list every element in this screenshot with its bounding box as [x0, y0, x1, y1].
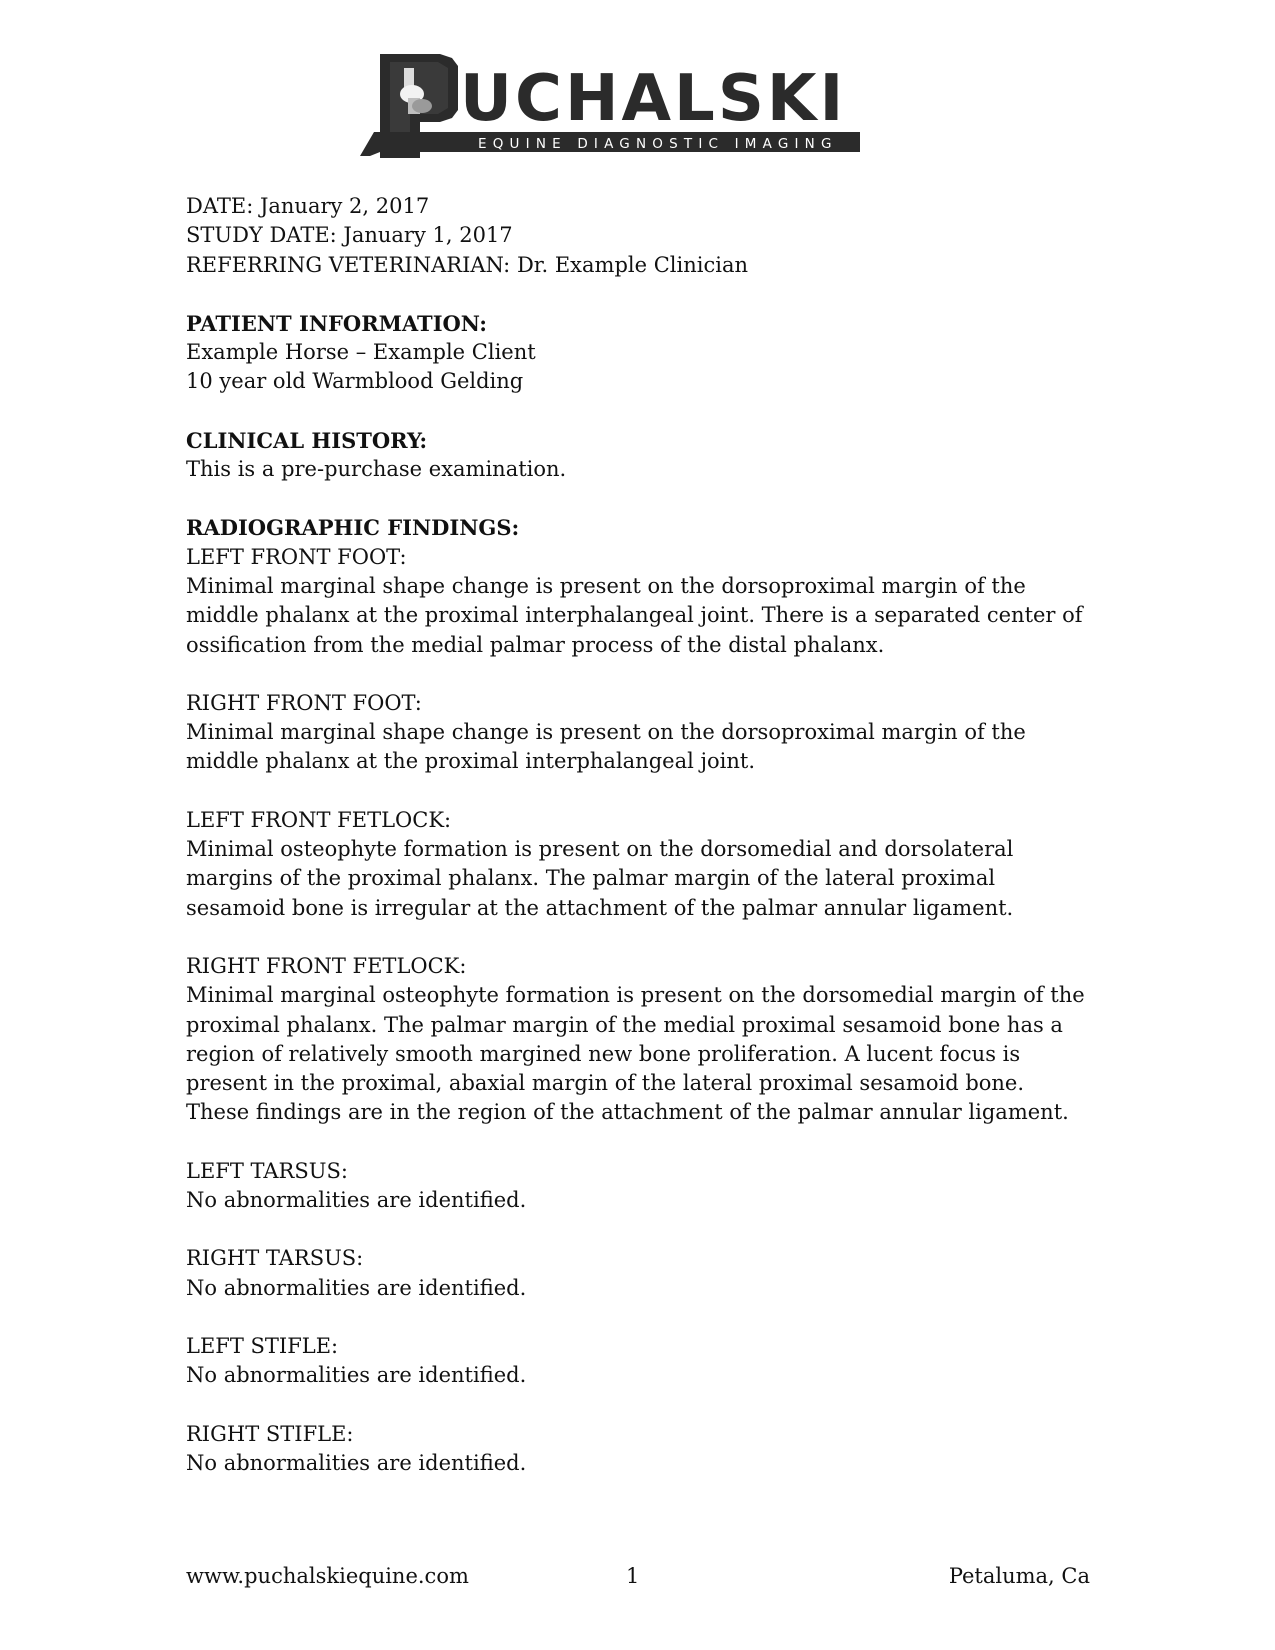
finding-title: RIGHT FRONT FETLOCK: [186, 953, 467, 978]
patient-line-1: Example Horse – Example Client [186, 340, 536, 365]
referring-vet-line: REFERRING VETERINARIAN: Dr. Example Clinician [186, 252, 748, 277]
finding-title: RIGHT TARSUS: [186, 1246, 364, 1271]
finding-line: No abnormalities are identified. [186, 1363, 527, 1388]
radiographic-findings-heading: RADIOGRAPHIC FINDINGS: [186, 515, 520, 541]
finding-line: sesamoid bone is irregular at the attachment of the palmar annular ligament. [186, 895, 1014, 920]
finding-line: margins of the proximal phalanx. The palmar margin of the lateral proximal [186, 866, 996, 891]
clinical-history-text: This is a pre-purchase examination. [186, 457, 567, 482]
finding-right-stifle [186, 1420, 1106, 1479]
study-date-line: STUDY DATE: January 1, 2017 [186, 223, 513, 248]
company-logo [360, 48, 900, 166]
finding-left-tarsus [186, 1157, 1106, 1216]
finding-title: RIGHT STIFLE: [186, 1421, 354, 1446]
finding-line: proximal phalanx. The palmar margin of the medial proximal sesamoid bone has a [186, 1012, 1063, 1037]
logo-tagline-text: EQUINE DIAGNOSTIC IMAGING [478, 136, 838, 152]
finding-line: Minimal osteophyte formation is present on the dorsomedial and dorsolateral [186, 837, 1014, 862]
finding-line: middle phalanx at the proximal interphalangeal joint. [186, 749, 755, 774]
finding-right-front-fetlock [186, 952, 1106, 1128]
patient-info-heading: PATIENT INFORMATION: [186, 310, 488, 336]
finding-right-tarsus [186, 1244, 1106, 1303]
finding-right-front-foot [186, 689, 1106, 777]
finding-title: LEFT TARSUS: [186, 1158, 348, 1183]
finding-line: Minimal marginal shape change is present on the dorsoproximal margin of the [186, 573, 1026, 598]
footer-location: Petaluma, Ca [948, 1564, 1090, 1588]
finding-left-front-foot [186, 543, 1106, 660]
clinical-history-heading: CLINICAL HISTORY: [186, 427, 428, 453]
finding-left-stifle [186, 1332, 1106, 1391]
date-line: DATE: January 2, 2017 [186, 194, 430, 218]
finding-left-front-fetlock [186, 806, 1106, 923]
finding-line: No abnormalities are identified. [186, 1275, 527, 1300]
finding-line: ossification from the medial palmar process of the distal phalanx. [186, 632, 885, 657]
finding-line: These findings are in the region of the attachment of the palmar annular ligament. [186, 1100, 1069, 1125]
patient-line-2: 10 year old Warmblood Gelding [186, 369, 524, 394]
finding-line: Minimal marginal osteophyte formation is present on the dorsomedial margin of the [186, 983, 1085, 1008]
finding-title: RIGHT FRONT FOOT: [186, 690, 422, 715]
footer-website-link[interactable]: www.puchalskiequine.com [186, 1564, 469, 1588]
finding-title: LEFT FRONT FETLOCK: [186, 807, 452, 832]
finding-line: No abnormalities are identified. [186, 1450, 527, 1475]
finding-line: Minimal marginal shape change is present on the dorsoproximal margin of the [186, 720, 1026, 745]
finding-line: No abnormalities are identified. [186, 1188, 527, 1213]
finding-title: LEFT STIFLE: [186, 1333, 339, 1358]
report-body [186, 192, 1106, 1478]
logo-brand-text: UCHALSKI [460, 62, 847, 136]
finding-title: LEFT FRONT FOOT: [186, 544, 407, 569]
footer-page-number: 1 [626, 1564, 640, 1588]
finding-line: present in the proximal, abaxial margin of the lateral proximal sesamoid bone. [186, 1071, 1025, 1096]
finding-line: middle phalanx at the proximal interphalangeal joint. There is a separated center of [186, 603, 1083, 628]
finding-line: region of relatively smooth margined new bone proliferation. A lucent focus is [186, 1041, 1021, 1066]
